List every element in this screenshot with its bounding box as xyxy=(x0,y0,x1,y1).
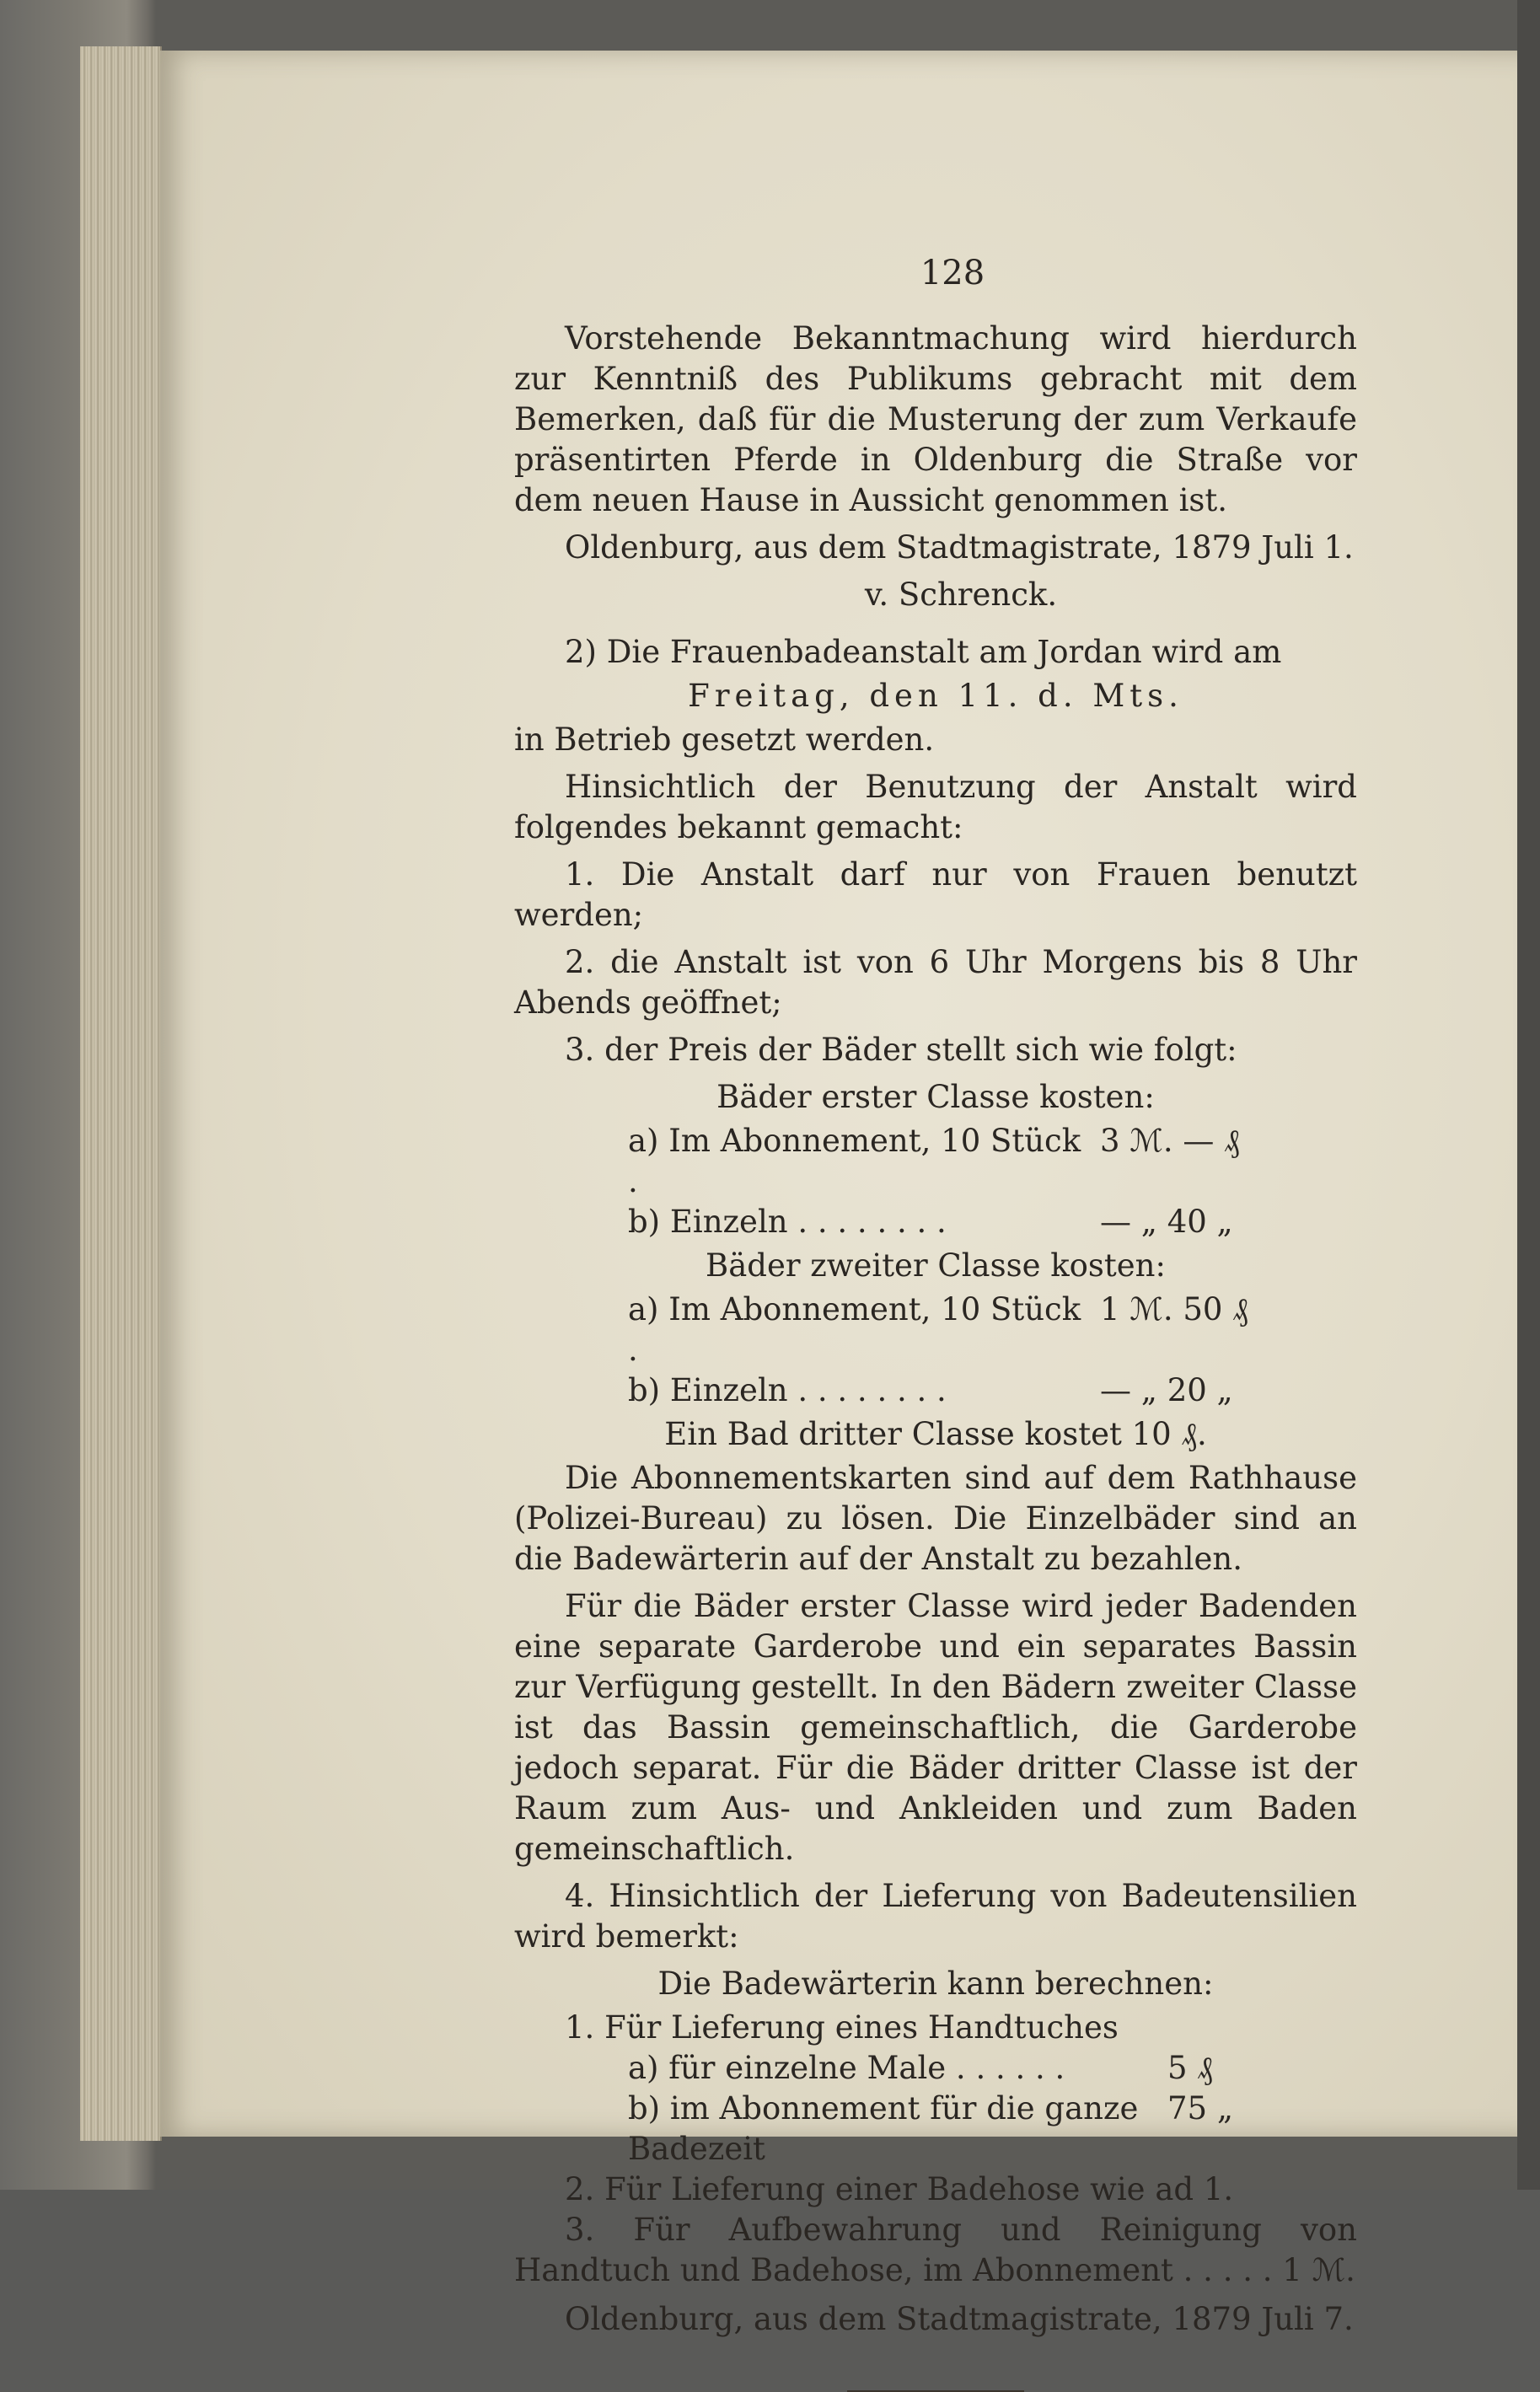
price-label: a) Im Abonnement, 10 Stück . xyxy=(628,1123,1081,1199)
sub-item-label: a) für einzelne Male . . . . . . xyxy=(628,2050,1065,2086)
notice1-place-date: Oldenburg, aus dem Stadtmagistrate, 1879 Juli 1. xyxy=(565,529,1354,566)
item-3: 3. Für Aufbewahrung und Reinigung von Handtuch und Badehose, im Abonnement . . . . . 1 ℳ. xyxy=(514,2212,1357,2288)
rule-4: 4. Hinsichtlich der Lieferung von Badeutensilien wird bemerkt: xyxy=(514,1878,1357,1955)
sub-item-label: b) im Abonnement für die ganze Badezeit xyxy=(628,2090,1139,2167)
first-class-heading: Bäder erster Classe kosten: xyxy=(716,1079,1155,1115)
price-row xyxy=(514,1370,1357,1411)
price-value: — „ 20 „ xyxy=(1100,1372,1233,1408)
sub-item-row xyxy=(514,2089,1357,2169)
price-label: a) Im Abonnement, 10 Stück . xyxy=(628,1291,1081,1368)
attendant-heading: Die Badewärterin kann berechnen: xyxy=(657,1966,1214,2002)
price-value: — „ 40 „ xyxy=(1100,1204,1233,1240)
third-class-line: Ein Bad dritter Classe kostet 10 ₰. xyxy=(664,1416,1207,1452)
price-row xyxy=(514,1290,1357,1370)
item-2: 2. Für Lieferung einer Badehose wie ad 1. xyxy=(565,2171,1234,2207)
item-1: 1. Für Lieferung eines Handtuches xyxy=(565,2009,1119,2046)
cards-paragraph: Die Abonnementskarten sind auf dem Rathhause (Polizei-Bureau) zu lösen. Die Einzelbäder sind an die Badewärterin auf der Anstalt zu bezahlen. xyxy=(514,1460,1357,1577)
rule-2: 2. die Anstalt ist von 6 Uhr Morgens bis 8 Uhr Abends geöffnet; xyxy=(514,944,1357,1021)
page-content xyxy=(514,253,1357,2392)
sub-item-value: 5 ₰ xyxy=(1167,2050,1213,2086)
price-row xyxy=(514,1121,1357,1202)
sub-item-row xyxy=(514,2048,1357,2089)
price-value: 3 ℳ. — ₰ xyxy=(1100,1123,1240,1159)
notice1-body: Vorstehende Bekanntmachung wird hierdurch zur Kenntniß des Publikums gebracht mit dem Bemerken, daß für die Musterung der zum Verkaufe präsentirten Pferde in Oldenburg die Straße vor dem neuen Hause in Aussicht genommen ist. xyxy=(514,320,1357,518)
sub-item-value: 75 „ xyxy=(1167,2090,1234,2127)
signature-name: v. Schrenck. xyxy=(864,577,1058,613)
price-label: b) Einzeln . . . . . . . . xyxy=(628,1204,947,1240)
notice2-place-date: Oldenburg, aus dem Stadtmagistrate, 1879 Juli 7. xyxy=(565,2301,1354,2337)
price-value: 1 ℳ. 50 ₰ xyxy=(1100,1291,1248,1327)
price-row xyxy=(514,1202,1357,1242)
notice2-usage-intro: Hinsichtlich der Benutzung der Anstalt wird folgendes bekannt gemacht: xyxy=(514,769,1357,845)
notice2-intro-end: in Betrieb gesetzt werden. xyxy=(514,721,935,758)
rule-1: 1. Die Anstalt darf nur von Frauen benutzt werden; xyxy=(514,856,1357,933)
rule-3: 3. der Preis der Bäder stellt sich wie folgt: xyxy=(565,1032,1237,1068)
classes-paragraph: Für die Bäder erster Classe wird jeder Badenden eine separate Garderobe und ein separates Bassin zur Verfügung gestellt. In den Bädern zweiter Classe ist das Bassin gemeinschaftlich, die Garderobe jedoch separat. Für die Bäder dritter Classe ist der Raum zum Aus- und Ankleiden und zum Baden gemeinschaftlich. xyxy=(514,1588,1357,1867)
notice2-date-line: Freitag, den 11. d. Mts. xyxy=(688,678,1183,714)
scan-margin-right xyxy=(1517,0,1540,2190)
second-class-heading: Bäder zweiter Classe kosten: xyxy=(706,1247,1166,1284)
notice2-intro: 2) Die Frauenbadeanstalt am Jordan wird am xyxy=(565,634,1282,670)
page-number: 128 xyxy=(920,254,985,292)
book-page-edges xyxy=(80,46,162,2141)
price-label: b) Einzeln . . . . . . . . xyxy=(628,1372,947,1408)
